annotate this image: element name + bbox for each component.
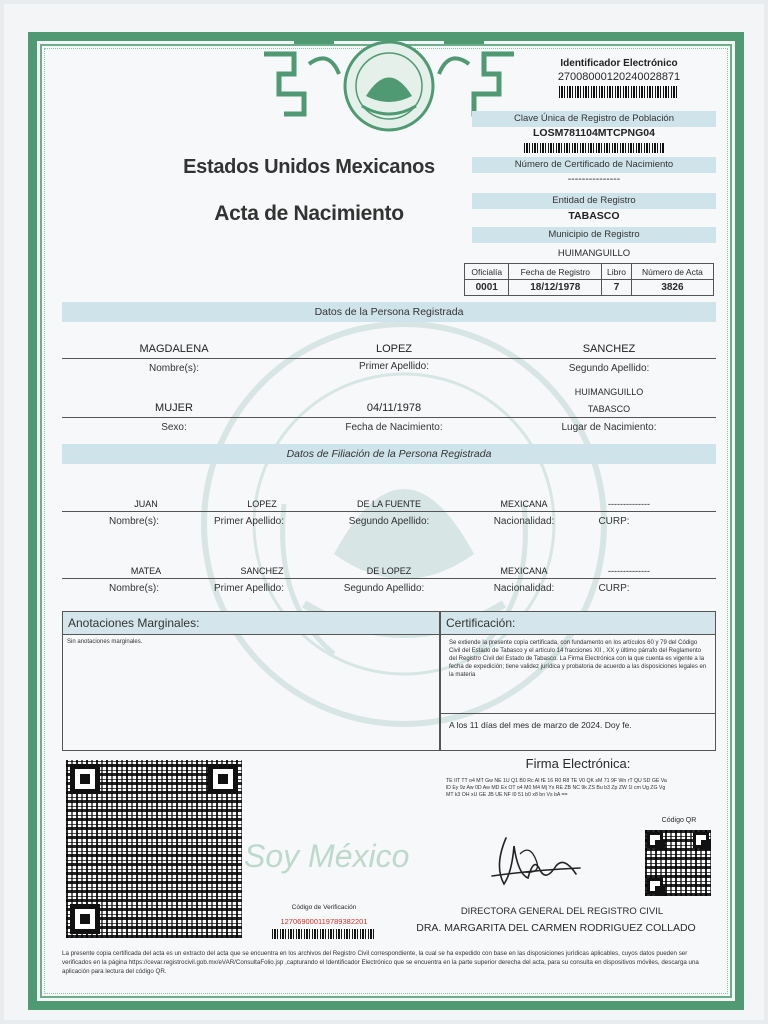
parent2-name-label: Nombre(s):: [108, 583, 159, 594]
divider: [62, 578, 716, 579]
signer-name: DRA. MARGARITA DEL CARMEN RODRIGUEZ COLLADO: [416, 922, 696, 934]
curp-barcode: [524, 143, 664, 153]
registry-municipality-value: HUIMANGUILLO: [557, 248, 631, 259]
verification-barcode: [272, 929, 374, 939]
parent2-curp: --------------: [608, 566, 650, 576]
parent2-second-surname-label: Segundo Apellido:: [343, 583, 425, 594]
registry-value-cell: 7: [602, 280, 632, 296]
parent1-second-surname-label: Segundo Apellido:: [348, 516, 430, 527]
registry-table-header-row: [465, 264, 714, 280]
qr-code-label: Código QR: [661, 817, 697, 824]
marginal-annotations-text: Sin anotaciones marginales.: [67, 639, 143, 645]
parent1-curp-label: CURP:: [598, 516, 630, 527]
slogan-watermark: Soy México: [244, 838, 410, 874]
birth-place-label: Lugar de Nacimiento:: [561, 422, 657, 433]
electronic-id-value: 27008000120240028871: [557, 71, 681, 83]
registry-entity-label: Entidad de Registro: [472, 193, 716, 209]
parent1-curp: --------------: [608, 499, 650, 509]
sex-value: MUJER: [155, 402, 193, 414]
registry-table-value-row: [465, 280, 714, 296]
marginal-annotations-title: Anotaciones Marginales:: [63, 612, 439, 634]
handwritten-signature-icon: [484, 826, 584, 898]
registry-header-cell: Fecha de Registro: [509, 264, 602, 280]
parent1-first-surname: LOPEZ: [247, 499, 277, 509]
certification-box: [440, 611, 716, 751]
parent1-nationality-label: Nacionalidad:: [493, 516, 555, 527]
birth-date-value: 04/11/1978: [366, 402, 422, 414]
parent2-second-surname: DE LOPEZ: [366, 566, 412, 576]
curp-value: LOSM781104MTCPNG04: [533, 127, 655, 139]
birth-certificate-page: [4, 4, 764, 1020]
parent1-second-surname: DE LA FUENTE: [356, 499, 421, 509]
registry-entity-value: TABASCO: [568, 210, 620, 222]
person-section-title: Datos de la Persona Registrada: [62, 302, 716, 322]
certification-date-line: A los 11 días del mes de marzo de 2024. Doy fe.: [449, 720, 632, 730]
registry-header-cell: Oficialía: [465, 264, 509, 280]
parent1-nationality: MEXICANA: [500, 499, 548, 509]
person-name-value: MAGDALENA: [139, 343, 209, 355]
parent1-name: JUAN: [134, 499, 158, 509]
verification-code-label: Código de Verificación: [291, 904, 357, 911]
parent2-curp-label: CURP:: [598, 583, 630, 594]
registry-header-cell: Libro: [602, 264, 632, 280]
person-first-surname-label: Primer Apellido:: [358, 361, 430, 372]
person-second-surname-label: Segundo Apellido:: [568, 363, 650, 374]
verification-code-value: 127069000119789382201: [280, 917, 368, 926]
certification-title: Certificación:: [441, 612, 715, 634]
footer-legal-text: La presente copia certificada del acta es un extracto del acta que se encuentra en los archivos del Registro Civil correspondiente, la cual se ha expedido con base en las disposiciones jurídicas aplicables, cuyos datos pueden ser verificados en la página https://cevar.registrocivil.gob.mx/eVAR/ConsultaFolio.jsp ,capturando el Identificador Electrónico que se encuentra en la parte superior derecha del acta, para su consulta en dispositivos móviles, descarga una aplicación para lectura del código QR.: [62, 950, 699, 975]
parent2-name: MATEA: [130, 566, 162, 576]
registry-header-cell: Número de Acta: [631, 264, 713, 280]
document-title: Acta de Nacimiento: [214, 202, 404, 225]
parent2-first-surname: SANCHEZ: [240, 566, 284, 576]
electronic-signature-title: Firma Electrónica:: [525, 756, 631, 771]
parent2-first-surname-label: Primer Apellido:: [213, 583, 285, 594]
registry-value-cell: 18/12/1978: [509, 280, 602, 296]
verification-qr-code: [66, 760, 242, 938]
certification-text: Se extiende la presente copia certificada, con fundamento en los artículos 60 y 79 del Código Civil del Estado de Tabasco y el artículo 14 fracciones XII , XX y último párrafo del Reglamento del Registro Civil del Estado de Tabasco. La Firma Electrónica con la que cuenta es vigente a la fecha de expedición; tiene validez jurídica y probatoria de acuerdo a las disposiciones legales en la materia: [449, 640, 707, 678]
curp-label: Clave Única de Registro de Población: [472, 111, 716, 127]
electronic-id-block: [524, 58, 714, 98]
person-name-label: Nombre(s):: [148, 363, 199, 374]
parent2-nationality-label: Nacionalidad:: [493, 583, 555, 594]
parent1-name-label: Nombre(s):: [108, 516, 159, 527]
signer-title: DIRECTORA GENERAL DEL REGISTRO CIVIL: [460, 906, 664, 917]
electronic-id-barcode: [559, 86, 679, 98]
registry-value-cell: 0001: [465, 280, 509, 296]
registry-value-cell: 3826: [631, 280, 713, 296]
parent2-nationality: MEXICANA: [500, 566, 548, 576]
sex-label: Sexo:: [161, 422, 187, 433]
birth-place-line1: HUIMANGUILLO: [574, 387, 644, 397]
electronic-signature-hash: TE IIT TT o4 MT Gw NE 1U Q1 B0 Rc AI fE 16 R0 R8 TE V0 QK sM 71 9F Wn rT QU SD GE Va lD Ey 9z Aw 0D Aw MD Ex OT o4 M0 M4 Mj Ys RE ZB NC 9k ZS Bu b3 Zp ZW 1l cm Ug ZG Vg MT k3 OH xU GE JB UE NF I0 51 b0 x8 bn Vs bA ==: [446, 778, 667, 798]
registry-table: [464, 263, 714, 296]
certificate-number-label: Número de Certificado de Nacimiento: [472, 157, 716, 173]
birth-date-label: Fecha de Nacimiento:: [345, 422, 443, 433]
divider: [62, 511, 716, 512]
filiation-section-title: Datos de Filiación de la Persona Registrada: [62, 444, 716, 464]
birth-place-line2: TABASCO: [587, 404, 631, 414]
small-qr-code: [645, 830, 711, 896]
registry-municipality-label: Municipio de Registro: [472, 227, 716, 243]
marginal-annotations-box: [62, 611, 440, 751]
certificate-number-value: ---------------: [567, 173, 621, 185]
parent1-first-surname-label: Primer Apellido:: [213, 516, 285, 527]
electronic-id-label: Identificador Electrónico: [560, 58, 678, 69]
country-title: Estados Unidos Mexicanos: [183, 156, 435, 178]
divider: [62, 417, 716, 418]
divider: [62, 358, 716, 359]
person-first-surname-value: LOPEZ: [375, 343, 413, 355]
person-second-surname-value: SANCHEZ: [582, 343, 636, 355]
